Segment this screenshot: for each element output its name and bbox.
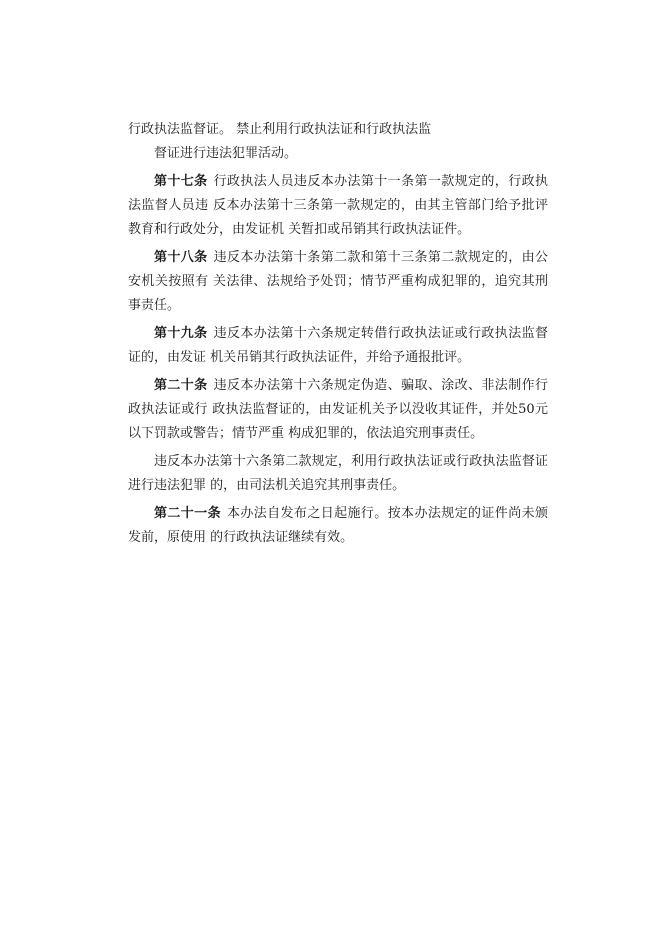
article-17 — [128, 170, 548, 242]
document-page — [128, 118, 548, 554]
article-number: 第二十条 — [154, 378, 208, 393]
article-number: 第二十一条 — [154, 506, 221, 521]
article-19 — [128, 322, 548, 370]
article-number: 第十七条 — [154, 174, 208, 189]
article-text: 本办法自发布之日起施行。按本办法规定的证件尚未颁发前，原使用 的行政执法证继续有效。 — [128, 506, 548, 545]
article-text: 违反本办法第十六条规定伪造、骗取、涂改、非法制作行政执法证或行 政执法监督证的，由发证机关予以没收其证件，并处50元以下罚款或警告；情节严重 构成犯罪的，依法追究刑事责任。 — [128, 378, 548, 441]
article-20 — [128, 374, 548, 446]
article-text: 行政执法人员违反本办法第十一条第一款规定的，行政执法监督人员违 反本办法第十三条第一款规定的，由其主管部门给予批评教育和行政处分，由发证机 关暂扣或吊销其行政执法证件。 — [128, 174, 548, 237]
paragraph-continuation-2: 督证进行违法犯罪活动。 — [154, 146, 298, 161]
paragraph-continuation-1: 行政执法监督证。 禁止利用行政执法证和行政执法监 — [128, 122, 432, 137]
article-text: 违反本办法第十六条第二款规定，利用行政执法证或行政执法监督证进行违法犯罪 的，由司法机关追究其刑事责任。 — [128, 454, 548, 493]
article-18 — [128, 246, 548, 318]
article-21 — [128, 502, 548, 550]
article-text: 违反本办法第十条第二款和第十三条第二款规定的，由公安机关按照有 关法律、法规给予处罚；情节严重构成犯罪的，追究其刑事责任。 — [128, 250, 548, 313]
article-text: 违反本办法第十六条规定转借行政执法证或行政执法监督证的，由发证 机关吊销其行政执法证件，并给予通报批评。 — [128, 326, 548, 365]
article-number: 第十九条 — [154, 326, 208, 341]
article-20-paragraph-2 — [128, 450, 548, 498]
article-number: 第十八条 — [154, 250, 208, 265]
